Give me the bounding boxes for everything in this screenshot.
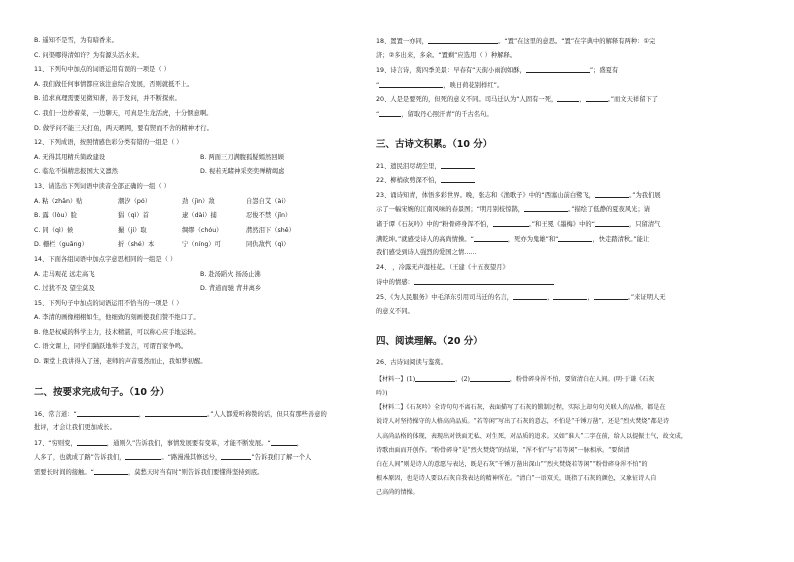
answer-blank[interactable] [379,109,401,117]
question-20-text: ，留取丹心照汗青”的千古名句。 [401,110,493,118]
pinyin-item: 劲（jìn）敌 [182,197,215,205]
question-20-text: 20、人是是要死的，但死的意义不同。司马迁认为“人固有一死， [376,96,558,104]
pinyin-item: 潮汐（pó） [118,197,152,205]
question-14-option-a: A. 走马观花 远走高飞 [34,270,95,278]
answer-blank[interactable] [594,292,628,300]
answer-blank[interactable] [125,452,161,460]
answer-blank[interactable] [557,94,579,102]
question-19-text: 19、诗言诗，赏四季美景：早春有“天街小雨润如酥， [376,67,526,75]
pinyin-item: 忍俊不禁（jīn） [246,212,292,220]
answer-blank[interactable] [586,94,608,102]
question-21-text: 21、遗民泪尽胡尘里， [376,162,441,170]
question-15-option-b: B. 他是权威的科学主力，技术精湛，可以称心应手地运转。 [34,328,200,336]
answer-blank[interactable] [474,234,508,242]
question-20-line [376,94,736,109]
question-17-text: 。“路漫漫其修远兮， [161,454,222,462]
question-17-text: 17、“穷则变， [34,439,77,447]
question-12-stem: 12、下列成语，按照情感色彩分类有错的一组是（ ） [34,139,183,147]
question-24-text: 诗中的情感： [376,279,414,287]
material-two-line: 【材料二】《石灰吟》全诗句句不离石灰，表面描写了石灰的锻制过程，实际上却句句关联人的品格，都是在 [376,404,666,412]
question-14-row [34,270,378,285]
answer-blank[interactable] [77,438,107,446]
answer-blank[interactable] [595,219,629,227]
pinyin-item: 撮（jí）取 [118,226,147,234]
question-14-stem: 14、下面各组词语中加点字意思相同的一组是（ ） [34,255,177,263]
question-13-row [34,211,378,226]
option-line: B. 遥知不是雪，为有暗香来。 [34,37,118,44]
question-13-row [34,240,378,255]
question-12-option-b: B. 两面三刀满腹狐疑嫣然回顾 [200,153,284,161]
question-21-line [376,161,736,176]
question-19-text: ，映日荷花别样红”。 [443,81,504,89]
question-14-option-c: C. 过犹不及 望尘莫及 [34,285,95,293]
question-16-text: ， [138,410,146,418]
question-23-text: 。”描绘了低静的夏夜风光；请 [568,206,651,214]
question-25-line [376,292,736,307]
question-23-line [376,234,736,249]
question-18-text: 。“置”在这里的意思。“置”在字典中的解释有两种：①完 [498,38,656,45]
pinyin-item: 潸然泪下（shě） [246,226,295,234]
material-two-line: 根本原因，也是诗人要以石灰自我表达的精神所在。“清白”一语双关，既指了石灰的颜色，又象征诗人自 [376,475,657,483]
question-12-row [34,167,378,182]
material-two-line: 白在人间”则是诗人的意愿与表达，既是石灰“千锤万凿出深山”“烈火焚烧若等闲”“粉骨碎身浑不怕”的 [376,460,648,468]
question-15-option-c: C. 语文课上，同学们踊跃地举手发言，可谓百家争鸣。 [34,343,188,351]
question-25-text: ， [587,293,594,301]
question-17-text: ”告诉我们了解一个人 [251,454,312,462]
question-17-text: ，莫愁天时当有时”则告诉我们要懂得坚持到底。 [127,469,264,477]
question-17-text: ，通则久”告诉我们，事情发展要有变革，才能不断发展。“ [106,439,271,447]
question-11-option-c: C. 我们一边炒着菜，一边聊天，可真是生龙活虎，十分惬意啊。 [34,109,213,117]
question-15-option-d: D. 课堂上我讲得入了迷，老师的声音戛然而止，我如梦初醒。 [34,358,207,366]
question-25-line: 的意义不同。 [376,307,414,315]
question-23-line [376,190,736,205]
question-17-text: ， [296,439,304,447]
answer-blank[interactable] [493,219,529,227]
question-11-option-d: D. 做学问不能三天打鱼，两天晒网，要有锲而不舍的精神才行。 [34,124,213,132]
question-19-line [376,80,736,95]
question-11-option-a: A. 我们做任何事情都应该注意综合发展，否则就抵不上。 [34,80,194,88]
question-18-line: 济；②多出来，多余。“置剩”应选用（ ）种解释。 [376,51,517,59]
question-23-line [376,204,736,219]
question-26-line: 26、古诗词阅读与鉴赏。 [376,359,447,367]
answer-blank[interactable] [94,467,128,475]
answer-blank[interactable] [513,292,547,300]
question-16-text: 16、常言道：“ [34,410,77,418]
question-23-text: 示了一幅宋婉的江南风味的春景图；“明月别枝惊鹊， [376,206,525,214]
question-12-option-a: A. 无得其用精兵简政建设 [34,153,106,161]
question-25-text: ， [547,293,554,301]
pinyin-item: C. 同（qì）候 [34,226,74,234]
question-20-text: 。”而文天祥留下了 [607,96,659,104]
question-15-option-a: A. 李清的画像栩栩如生，他细致的刻画使我们赞不绝口了。 [34,314,200,322]
answer-blank[interactable] [414,277,554,285]
pinyin-item: A. 粘（zhān）贴 [34,197,83,205]
question-25-text: 。”来证明人无 [627,293,666,301]
material-one-tail: 吟》) [376,389,388,397]
question-11-stem: 11、下列句中加点的词语运用有误的一项是（ ） [34,66,170,74]
question-19-line [376,65,736,80]
question-17-text: 需要长时间的接触。“ [34,469,94,477]
question-23-text: 23、诵诗知青，体悟多彩世界。晚，张志和《渔歌子》中的“西塞山前白鹭飞， [376,191,596,199]
answer-blank[interactable] [271,438,297,446]
right-column [376,36,736,501]
question-20-text: ， [579,96,586,104]
question-17-text: 人多了，也就成了路”告诉我们， [34,454,126,462]
pinyin-item: D. 栅栏（guāng） [34,241,88,249]
question-12-row [34,153,378,168]
answer-blank[interactable] [441,175,475,183]
question-23-text: ，死亦为鬼雄”和“ [507,235,559,243]
answer-blank[interactable] [558,234,592,242]
question-23-text: ，只留清气 [628,220,661,228]
question-20-line [376,109,736,124]
answer-blank[interactable] [595,190,629,198]
pinyin-item: 自怨自艾（ài） [246,197,290,205]
question-23-line: 我们感受到诗人强烈的爱国之情…… [376,249,477,257]
material-two-line: 人高尚品格的体现，表现出对铁面无私、对生死，对品质的追求。又如“谁人”二字在前，给人以提振士气，故文成， [376,432,687,440]
question-23-text: 。”为我们展 [629,191,661,199]
answer-blank[interactable] [524,204,568,212]
answer-blank[interactable] [415,374,455,382]
question-13-stem: 13、请选出下列词语中读音全部正确的一组（ ） [34,182,170,190]
pinyin-item: 同仇敌忾（qì） [246,241,290,249]
material-one-text: ，(2) [455,375,470,383]
question-16-line: 批评，才会让我们更加成长。 [34,424,116,432]
material-two-line: 说诗人对坚持操守的人格高尚品质。“若等闲”写出了石灰的意志，不怕是“千锤万凿”，还是“烈火焚烧”都是诗 [376,418,669,426]
question-19-text: ”；盛夏有 [589,67,619,75]
question-23-line [376,219,736,234]
material-one [376,373,736,387]
question-16-text: 。”人人都爱听称赞的话，但只有那些善意的 [207,410,327,418]
answer-blank[interactable] [379,80,443,88]
question-13-row [34,197,378,212]
question-12-option-d: D. 视若无睹神采奕奕殚精竭虑 [200,168,285,176]
section-4-title: 四、阅读理解。（20 分） [376,336,483,348]
question-24-line [376,277,736,292]
pinyin-item: 绸缪（chóu） [182,226,223,234]
question-25-text: 25、《为人民服务》中毛泽东引用司马迁的名言， [376,293,514,301]
pinyin-item: B. 露（lòu）脸 [34,212,78,220]
question-19-text: “ [376,81,380,89]
left-column [34,36,378,482]
section-3-title: 三、古诗文积累。（10 分） [376,138,493,150]
answer-blank[interactable] [145,409,207,417]
question-20-text: “ [376,110,380,118]
question-13-row [34,226,378,241]
question-14-option-b: B. 赴汤蹈火 扬汤止沸 [200,270,261,278]
material-one-text: ，粉骨碎身浑不怕，要留清白在人间。(明·于谦《石灰 [509,375,655,383]
pinyin-item: 折（shé）本 [118,241,155,249]
question-15-stem: 15、下列句子中加点的词语运用不恰当的一项是（ ） [34,299,183,307]
material-two-line: 诗歌由面而开创作。“粉骨碎身”是“烈火焚烧”的结果，“浑不怕”与“若等闲”一脉相承。“要留清 [376,446,630,454]
question-14-option-d: D. 背道而驰 背井离乡 [200,285,262,293]
option-line: C. 问渠哪得清如许？为有源头活水来。 [34,51,144,59]
question-22-line [376,175,736,190]
question-23-text: 满乾坤。”就感受诗人的高尚情操。“ [376,235,474,243]
pinyin-item: 宁（níng）可 [182,241,221,249]
material-one-text: 【材料一】(1) [376,375,416,383]
question-18-text: 18、置置一亦同， [376,38,429,45]
question-17-line [34,452,378,467]
question-14-row [34,284,378,299]
question-17-line [34,467,378,482]
answer-blank[interactable] [428,36,498,44]
question-16-line [34,409,378,424]
pinyin-item: 猖（qì）首 [118,212,149,220]
answer-blank[interactable] [221,452,251,460]
material-two-line: 己高尚的情操。 [376,489,419,497]
question-23-text: ，快走踏清秋。”能让 [592,235,650,243]
answer-blank[interactable] [441,161,475,169]
section-2-title: 二、按要求完成句子。（10 分） [34,386,170,398]
answer-blank[interactable] [526,65,590,73]
question-17-line [34,438,378,453]
pinyin-item: 逮（dài）捕 [182,212,217,220]
question-18-line [376,36,736,51]
question-23-text: 。”和王冕《墨梅》中的“ [528,220,595,228]
question-12-option-c: C. 临危不惧精忠报国大义凛然 [34,168,118,176]
question-22-text: 22、柳梢砍剪深不怕， [376,177,441,185]
answer-blank[interactable] [470,374,510,382]
answer-blank[interactable] [553,292,587,300]
question-24-line: 24、 ，冷露无声湿桂花。（王建《十五夜望月》 [376,263,509,271]
question-23-text: 诸于谭《石灰吟》中的“粉骨碎身浑不怕， [376,220,493,228]
answer-blank[interactable] [77,409,139,417]
question-11-option-b: B. 追求真理需要见微知著，善于发问，并不断探索。 [34,95,181,103]
